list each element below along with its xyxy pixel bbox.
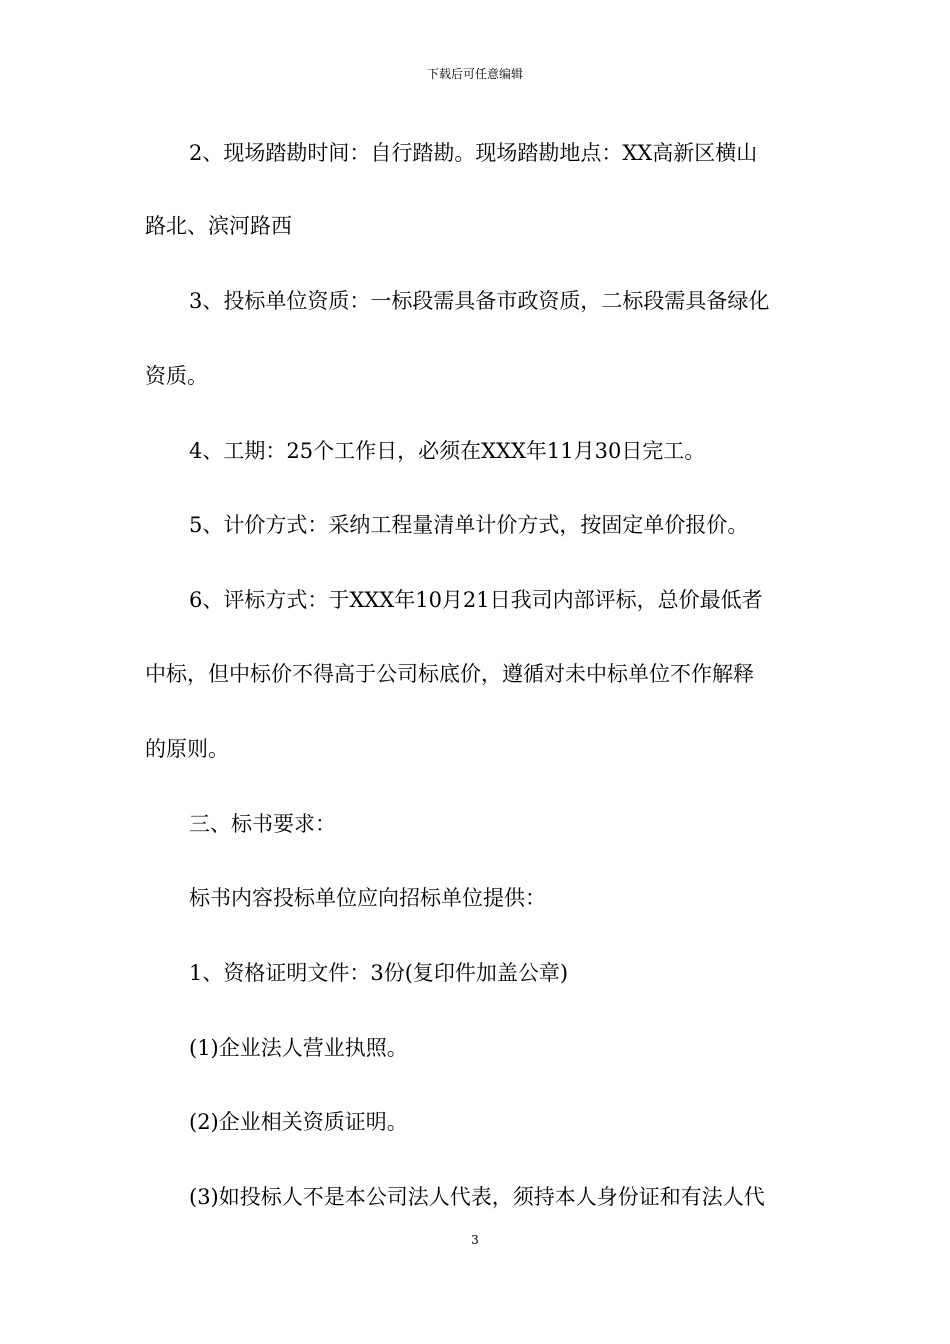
paragraph-line: 2、现场踏勘时间：自行踏勘。现场踏勘地点：XX高新区横山 (189, 141, 758, 165)
paragraph-line: 的原则。 (145, 737, 229, 761)
paragraph-line: 资质。 (145, 364, 208, 388)
paragraph-line: 4、工期：25个工作日，必须在XXX年11月30日完工。 (189, 439, 706, 463)
paragraph-line: 路北、滨河路西 (145, 214, 292, 238)
page-number: 3 (471, 1233, 479, 1247)
paragraph-line: 1、资格证明文件：3份(复印件加盖公章) (189, 961, 569, 985)
list-item: (2)企业相关资质证明。 (189, 1110, 408, 1134)
section-heading: 三、标书要求： (189, 812, 336, 836)
paragraph-line: 标书内容投标单位应向招标单位提供： (189, 886, 546, 910)
paragraph-line: 3、投标单位资质：一标段需具备市政资质，二标段需具备绿化 (189, 289, 770, 313)
list-item: (3)如投标人不是本公司法人代表，须持本人身份证和有法人代 (189, 1185, 765, 1209)
paragraph-line: 5、计价方式：采纳工程量清单计价方式，按固定单价报价。 (189, 513, 749, 537)
page-header: 下载后可任意编辑 (426, 67, 523, 81)
list-item: (1)企业法人营业执照。 (189, 1036, 408, 1060)
paragraph-line: 中标，但中标价不得高于公司标底价，遵循对未中标单位不作解释 (145, 662, 754, 686)
paragraph-line: 6、评标方式：于XXX年10月21日我司内部评标，总价最低者 (189, 588, 763, 612)
